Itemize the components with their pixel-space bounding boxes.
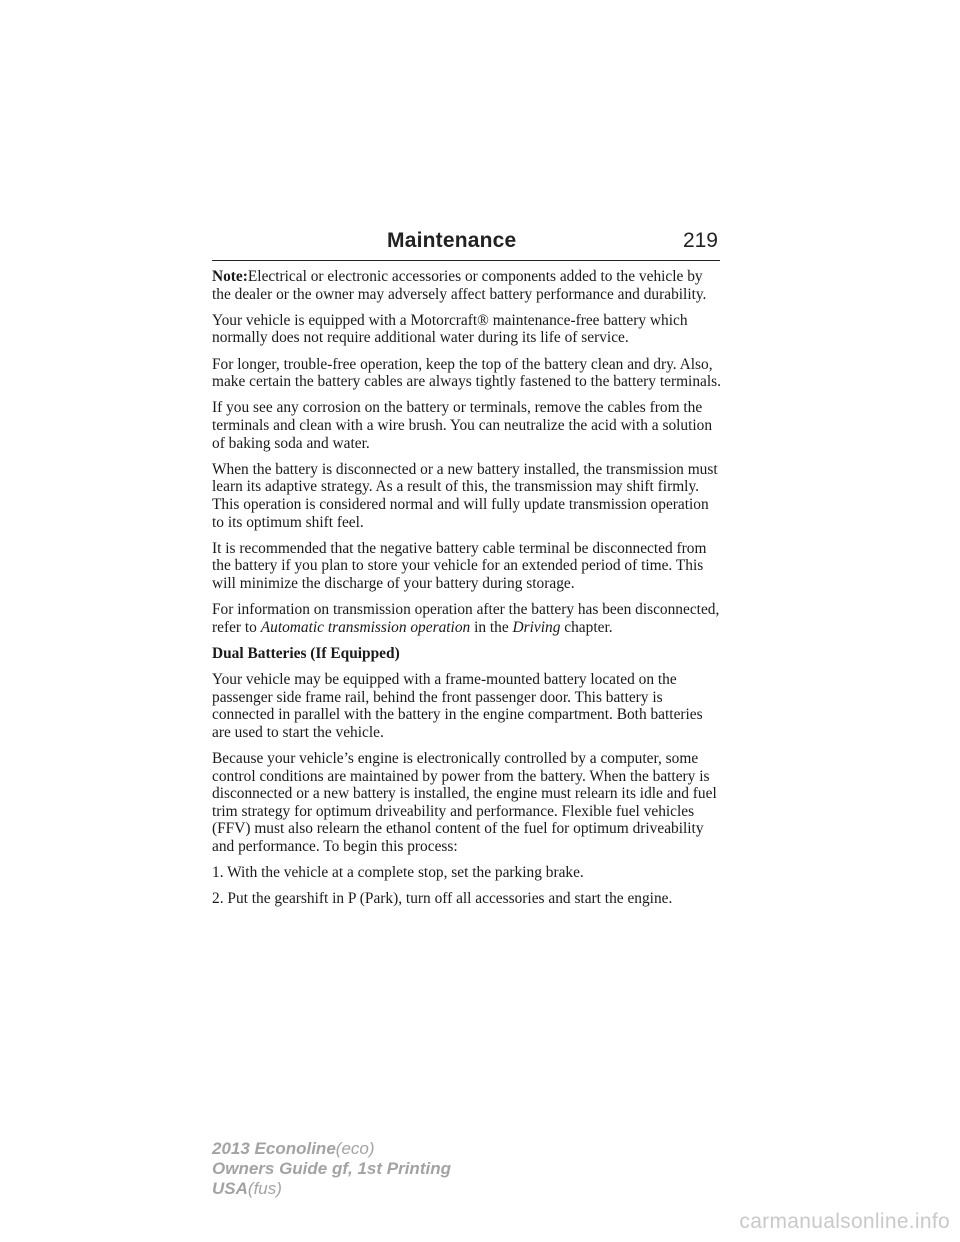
reference-text-a: For information on transmission operation after the battery has been disconnected, refer to (212, 601, 720, 636)
reference-paragraph (212, 601, 724, 636)
page-number: 219 (682, 229, 718, 252)
page-body (212, 268, 724, 917)
battery-paragraph: Your vehicle is equipped with a Motorcraft® maintenance-free battery which normally does not require additional water during its life of service. (212, 311, 688, 347)
relearn-paragraph: Because your vehicle’s engine is electronically controlled by a computer, some control conditions are maintained by power from the battery. When the battery is disconnected or a new battery is installed, the engine must relearn its idle and fuel trim strategy for optimum driveability and performance. Flexible fuel vehicles (FFV) must also relearn the ethanol content of the fuel for optimum driveability and performance. To begin this process: (212, 750, 717, 855)
note-paragraph (212, 268, 724, 303)
note-label: Note: (212, 268, 248, 285)
dual-batteries-paragraph: Your vehicle may be equipped with a frame-mounted battery located on the passenger side frame rail, behind the front passenger door. This battery is connected in parallel with the battery in the engine compartment. Both batteries are used to start the vehicle. (212, 671, 703, 741)
storage-paragraph: It is recommended that the negative battery cable terminal be disconnected from the battery if you plan to store your vehicle for an extended period of time. This will minimize the discharge of your battery during storage. (212, 539, 707, 592)
footer-guide: Owners Guide gf, 1st Printing (212, 1159, 451, 1178)
footer-model: 2013 Econoline (212, 1139, 336, 1158)
reference-text-b: in the (470, 618, 513, 636)
reference-text-c: chapter. (560, 618, 613, 636)
section-title: Maintenance (387, 229, 517, 252)
footer-line-3 (212, 1179, 451, 1199)
corrosion-paragraph: If you see any corrosion on the battery or terminals, remove the cables from the terminals and clean with a wire brush. You can neutralize the acid with a solution of baking soda and water. (212, 399, 713, 452)
transmission-paragraph: When the battery is disconnected or a new battery installed, the transmission must learn its adaptive strategy. As a result of this, the transmission may shift firmly. This operation is considered normal and will fully update transmission operation to its optimum shift feel. (212, 460, 718, 531)
reference-link[interactable]: Automatic transmission operation (260, 618, 471, 636)
step-1: 1. With the vehicle at a complete stop, set the parking brake. (212, 864, 584, 882)
footer-market: USA (212, 1179, 248, 1198)
page-footer (212, 1139, 451, 1199)
step-2: 2. Put the gearshift in P (Park), turn off all accessories and start the engine. (212, 890, 673, 908)
chapter-link[interactable]: Driving (512, 618, 561, 636)
footer-model-code: (eco) (335, 1139, 375, 1158)
footer-market-code: (fus) (247, 1179, 282, 1198)
cleaning-paragraph: For longer, trouble-free operation, keep the top of the battery clean and dry. Also, make certain the battery cables are always tightly fastened to the battery terminals. (212, 355, 721, 391)
footer-line-1 (212, 1139, 451, 1159)
watermark: carmanualsonline.info (739, 1210, 950, 1233)
note-text: Electrical or electronic accessories or components added to the vehicle by the dealer or the owner may adversely affect battery performance and durability. (212, 268, 707, 303)
dual-batteries-heading: Dual Batteries (If Equipped) (212, 644, 400, 662)
footer-line-2 (212, 1159, 451, 1179)
page-header (212, 226, 720, 261)
